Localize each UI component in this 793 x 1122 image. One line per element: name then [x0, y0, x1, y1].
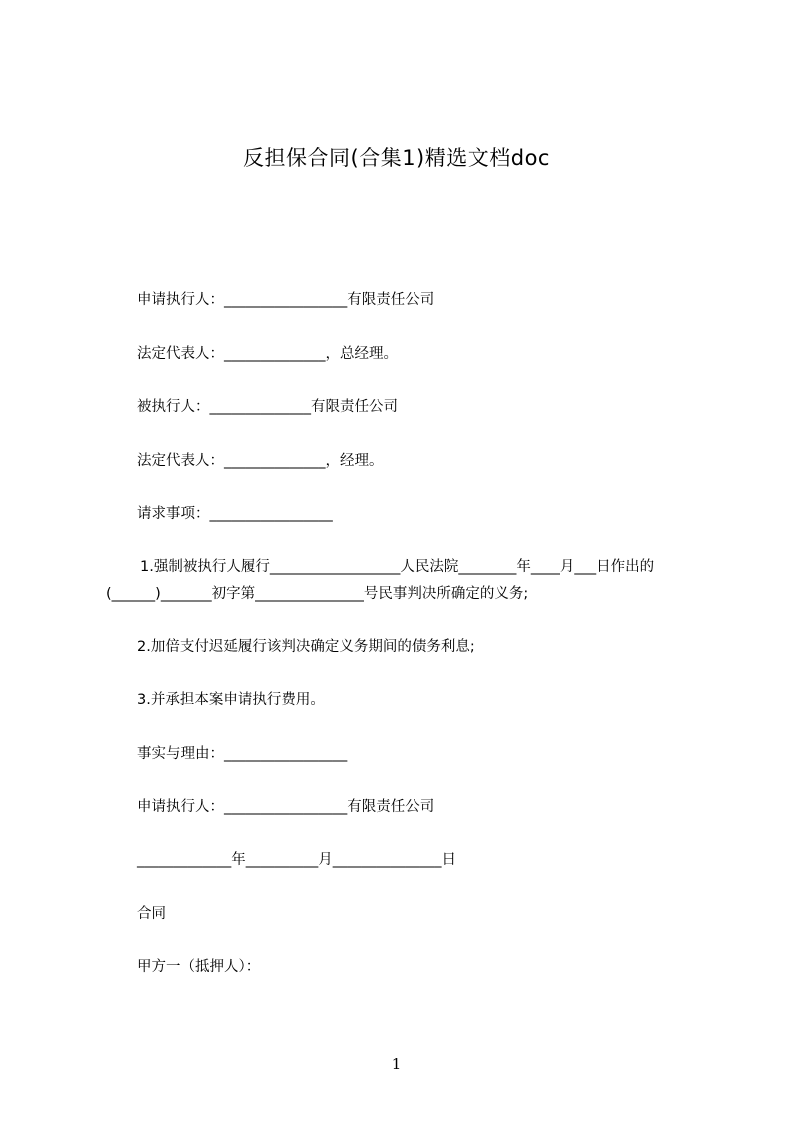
applicant-line: 申请执行人：_________________有限责任公司 [137, 292, 435, 308]
legal-rep-line-1: 法定代表人：______________，总经理。 [137, 346, 398, 362]
page-number: 1 [391, 1055, 402, 1073]
request-items-line: 请求事项：_________________ [137, 506, 333, 522]
contract-heading: 合同 [137, 906, 166, 922]
date-line: _____________年__________月_______________日 [137, 852, 456, 868]
legal-rep-line-2: 法定代表人：______________，经理。 [137, 453, 384, 469]
request-item-1: 1.强制被执行人履行__________________人民法院________年____月___日作出的 [140, 559, 655, 575]
request-item-1-continued: (______)_______初字第_______________号民事判决所确定的义务; [106, 586, 529, 602]
facts-reasons-line: 事实与理由：_________________ [137, 746, 348, 762]
document-title: 反担保合同(合集1)精选文档doc [243, 146, 550, 170]
applicant-signature-line: 申请执行人：_________________有限责任公司 [137, 799, 435, 815]
request-item-2: 2.加倍支付迟延履行该判决确定义务期间的债务利息; [137, 639, 475, 655]
respondent-line: 被执行人：______________有限责任公司 [137, 399, 398, 415]
party-a-line: 甲方一（抵押人）： [137, 959, 261, 975]
request-item-3: 3.并承担本案申请执行费用。 [137, 692, 325, 708]
